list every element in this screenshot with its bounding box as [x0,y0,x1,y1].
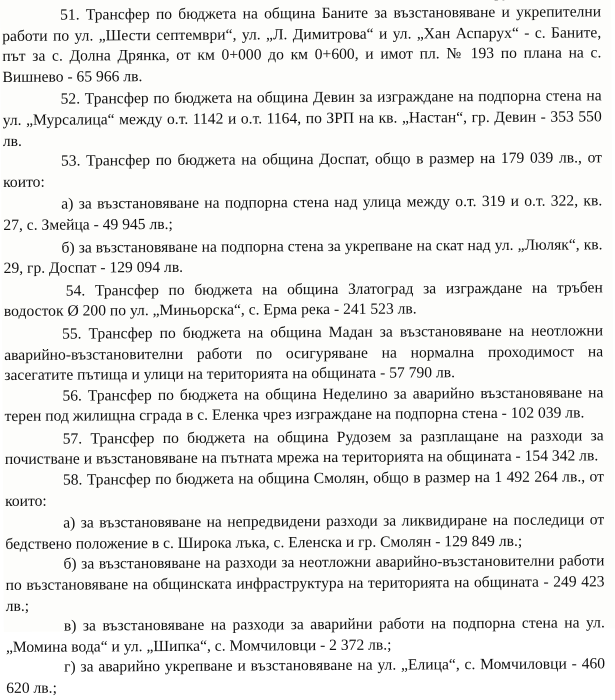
item-56: 56. Трансфер по бюджета на община Неделино за аварийно възстановяване на терен под жилищна сграда в с. Еленка чрез изграждане на подпорна стена - 102 039 лв. [4,384,604,426]
item-52: 52. Трансфер по бюджета на община Девин за изграждане на подпорна стена на ул. „Мурсалица“ между о.т. 1142 и о.т. 1164, по ЗРП на кв. „Настан“, гр. Девин - 353 550 лв. [2,87,602,150]
item-58-d: г) за аварийно укрепване и възстановяване на ул. „Елица“, с. Момчиловци - 460 620 лв.; [6,655,606,697]
item-54: 54. Трансфер по бюджета на община Златоград за изграждане на тръбен водосток Ø 200 по ул. „Миньорска“, с. Ерма река - 241 523 лв. [3,279,603,321]
item-58-a: а) за възстановяване на непредвидени разходи за ликвидиране на последици от бедствено положение в с. Широка лъка, с. Еленска и гр. Смолян - 129 849 лв.; [5,511,605,553]
item-58: 58. Трансфер по бюджета на община Смолян, общо в размер на 1 492 264 лв., от които: [5,468,604,510]
item-55: 55. Трансфер по бюджета на община Мадан за възстановяване на неотложни аварийно-възстановителни работи по осигуряване на нормална проходимост на засегатите пътища и улици на територията на общината - 57 790 лв. [4,322,604,385]
item-53-b: б) за възстановяване на подпорна стена за укрепване на скат над ул. „Люляк“, кв. 29, гр. Доспат - 129 094 лв. [3,235,603,278]
item-58-b: б) за възстановяване на разходи за неотложни аварийно-възстановителни работи по възстановяване на общинската инфраструктура на територията на общината - 249 423 лв.; [5,552,605,615]
item-57: 57. Трансфер по бюджета на община Рудозем за разплащане на разходи за почистване и възстановяване на пътната мрежа на територията на общината - 154 342 лв. [4,427,604,469]
item-58-c: в) за възстановяване на разходи за аварийни работи на подпорна стена на ул. „Момина вода“ и ул. „Шипка“, с. Момчиловци - 2 372 лв.; [5,614,605,656]
item-53-a: а) за възстановяване на подпорна стена над улица между о.т. 319 и о.т. 322, кв. 27, с. Змейца - 49 945 лв.; [3,192,603,234]
item-53: 53. Трансфер по бюджета на община Доспат, общо в размер на 179 039 лв., от които: [3,149,603,191]
item-51: 51. Трансфер по бюджета на община Баните за възстановяване и укрепителни работи по ул. „Шести септември“, ул. „Л. Димитрова“ и ул. „Хан Аспарух“ - с. Баните, път за с. Долна Дрянка, от км 0+000 до км 0+600, и имот пл. № 193 по плана на с. Вишнево - 65 966 лв. [2,3,602,86]
